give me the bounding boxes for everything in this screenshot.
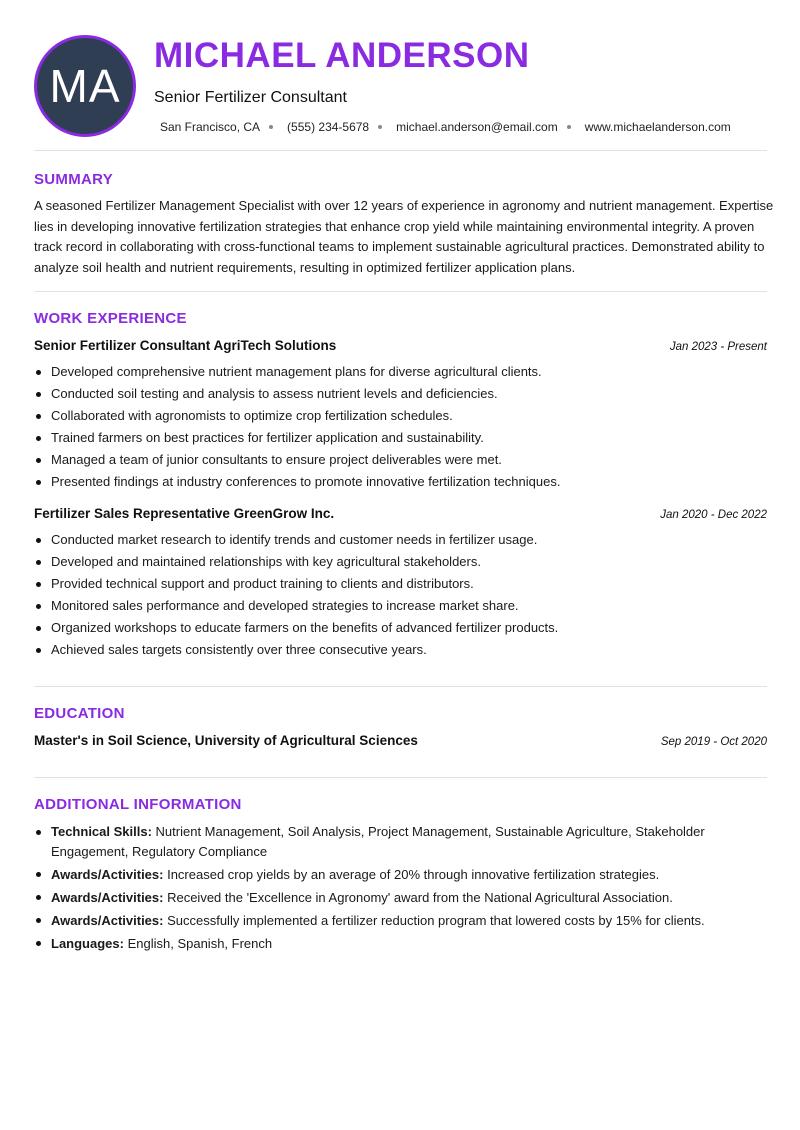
contact-email[interactable]: michael.anderson@email.com <box>396 120 558 134</box>
bullet-text: Developed comprehensive nutrient management plans for diverse agricultural clients. <box>51 364 542 379</box>
education-dates: Sep 2019 - Oct 2020 <box>660 736 767 748</box>
bullet-icon <box>36 872 41 877</box>
list-item <box>34 471 767 493</box>
education-entry <box>34 733 767 748</box>
work-experience-heading: WORK EXPERIENCE <box>34 310 187 327</box>
list-item <box>34 934 734 954</box>
bullet-text: Presented findings at industry conferences to promote innovative fertilization techniques. <box>51 474 561 489</box>
list-item <box>34 595 767 617</box>
list-item <box>34 822 734 861</box>
info-key: Languages: <box>51 935 124 951</box>
list-item <box>34 865 734 885</box>
job-title: Senior Fertilizer Consultant AgriTech Solutions <box>34 338 337 353</box>
job-bullets <box>34 529 767 661</box>
avatar-initials: MA <box>49 60 121 112</box>
bullet-icon <box>36 582 41 587</box>
job-title: Fertilizer Sales Representative GreenGrow Inc. <box>34 506 335 521</box>
job-dates: Jan 2020 - Dec 2022 <box>660 509 767 521</box>
contact-phone: (555) 234-5678 <box>287 120 370 134</box>
list-item <box>34 361 767 383</box>
bullet-icon <box>36 648 41 653</box>
bullet-icon <box>36 436 41 441</box>
avatar <box>34 35 136 137</box>
job-bullets <box>34 361 767 493</box>
education-heading: EDUCATION <box>34 705 125 722</box>
job-header <box>34 506 767 521</box>
divider <box>34 777 767 778</box>
list-item <box>34 529 767 551</box>
bullet-icon <box>36 538 41 543</box>
job-header <box>34 338 767 353</box>
info-value: English, Spanish, French <box>123 935 273 951</box>
contact-website[interactable]: www.michaelanderson.com <box>584 120 731 134</box>
list-item <box>34 551 767 573</box>
bullet-icon <box>36 626 41 631</box>
bullet-text: Achieved sales targets consistently over three consecutive years. <box>51 642 427 657</box>
bullet-icon <box>36 830 41 835</box>
bullet-text: Provided technical support and product training to clients and distributors. <box>51 576 474 591</box>
candidate-role: Senior Fertilizer Consultant <box>154 89 347 106</box>
divider <box>34 686 767 687</box>
bullet-text: Conducted soil testing and analysis to assess nutrient levels and deficiencies. <box>51 386 498 401</box>
list-item <box>34 573 767 595</box>
divider <box>34 291 767 292</box>
bullet-icon <box>36 480 41 485</box>
info-value: Successfully implemented a fertilizer reduction program that lowered costs by 15% for clients. <box>163 912 705 928</box>
info-key: Awards/Activities: <box>51 866 164 882</box>
contact-bar <box>160 120 731 134</box>
info-key: Awards/Activities: <box>51 889 164 905</box>
divider <box>34 150 767 151</box>
list-item <box>34 639 767 661</box>
additional-info-heading: ADDITIONAL INFORMATION <box>34 796 242 813</box>
list-item <box>34 911 734 931</box>
list-item <box>34 383 767 405</box>
list-item <box>34 888 734 908</box>
contact-location: San Francisco, CA <box>160 120 261 134</box>
bullet-icon <box>36 895 41 900</box>
bullet-text: Monitored sales performance and developed strategies to increase market share. <box>51 598 519 613</box>
list-item <box>34 427 767 449</box>
info-key: Awards/Activities: <box>51 912 164 928</box>
list-item <box>34 405 767 427</box>
info-value: Received the 'Excellence in Agronomy' award from the National Agricultural Association. <box>163 889 673 905</box>
summary-text: A seasoned Fertilizer Management Specialist with over 12 years of experience in agronomy and nutrient management. Expertise lies in developing innovative fertilization strategies that enhance crop yield while maintaining environmental integrity. A proven track record in collaborating with cross-functional teams to implement sustainable agricultural practices. Demonstrated ability to analyze soil health and nutrient requirements, resulting in optimized fertilizer application plans. <box>34 198 774 275</box>
bullet-text: Managed a team of junior consultants to ensure project deliverables were met. <box>51 452 502 467</box>
bullet-icon <box>36 941 41 946</box>
info-key: Technical Skills: <box>51 824 152 839</box>
bullet-text: Conducted market research to identify trends and customer needs in fertilizer usage. <box>51 532 538 547</box>
bullet-icon <box>36 604 41 609</box>
info-value: Nutrient Management, Soil Analysis, Project Management, Sustainable Agriculture, Stakeholder Engagement, Regulatory Compliance <box>51 824 705 859</box>
bullet-text: Developed and maintained relationships with key agricultural stakeholders. <box>51 554 481 569</box>
list-item <box>34 617 767 639</box>
bullet-icon <box>36 414 41 419</box>
separator-dot <box>378 125 382 129</box>
job-dates: Jan 2023 - Present <box>669 341 767 353</box>
bullet-text: Trained farmers on best practices for fertilizer application and sustainability. <box>51 430 484 445</box>
list-item <box>34 449 767 471</box>
candidate-name: MICHAEL ANDERSON <box>154 36 530 75</box>
bullet-text: Collaborated with agronomists to optimize crop fertilization schedules. <box>51 408 453 423</box>
additional-info-list <box>34 822 734 957</box>
bullet-icon <box>36 560 41 565</box>
bullet-icon <box>36 370 41 375</box>
separator-dot <box>567 125 571 129</box>
bullet-icon <box>36 918 41 923</box>
bullet-icon <box>36 458 41 463</box>
summary-heading: SUMMARY <box>34 171 114 188</box>
bullet-icon <box>36 392 41 397</box>
bullet-text: Organized workshops to educate farmers on the benefits of advanced fertilizer products. <box>51 620 559 635</box>
info-value: Increased crop yields by an average of 20% through innovative fertilization strategies. <box>163 866 660 882</box>
degree: Master's in Soil Science, University of Agricultural Sciences <box>34 733 418 748</box>
separator-dot <box>269 125 273 129</box>
